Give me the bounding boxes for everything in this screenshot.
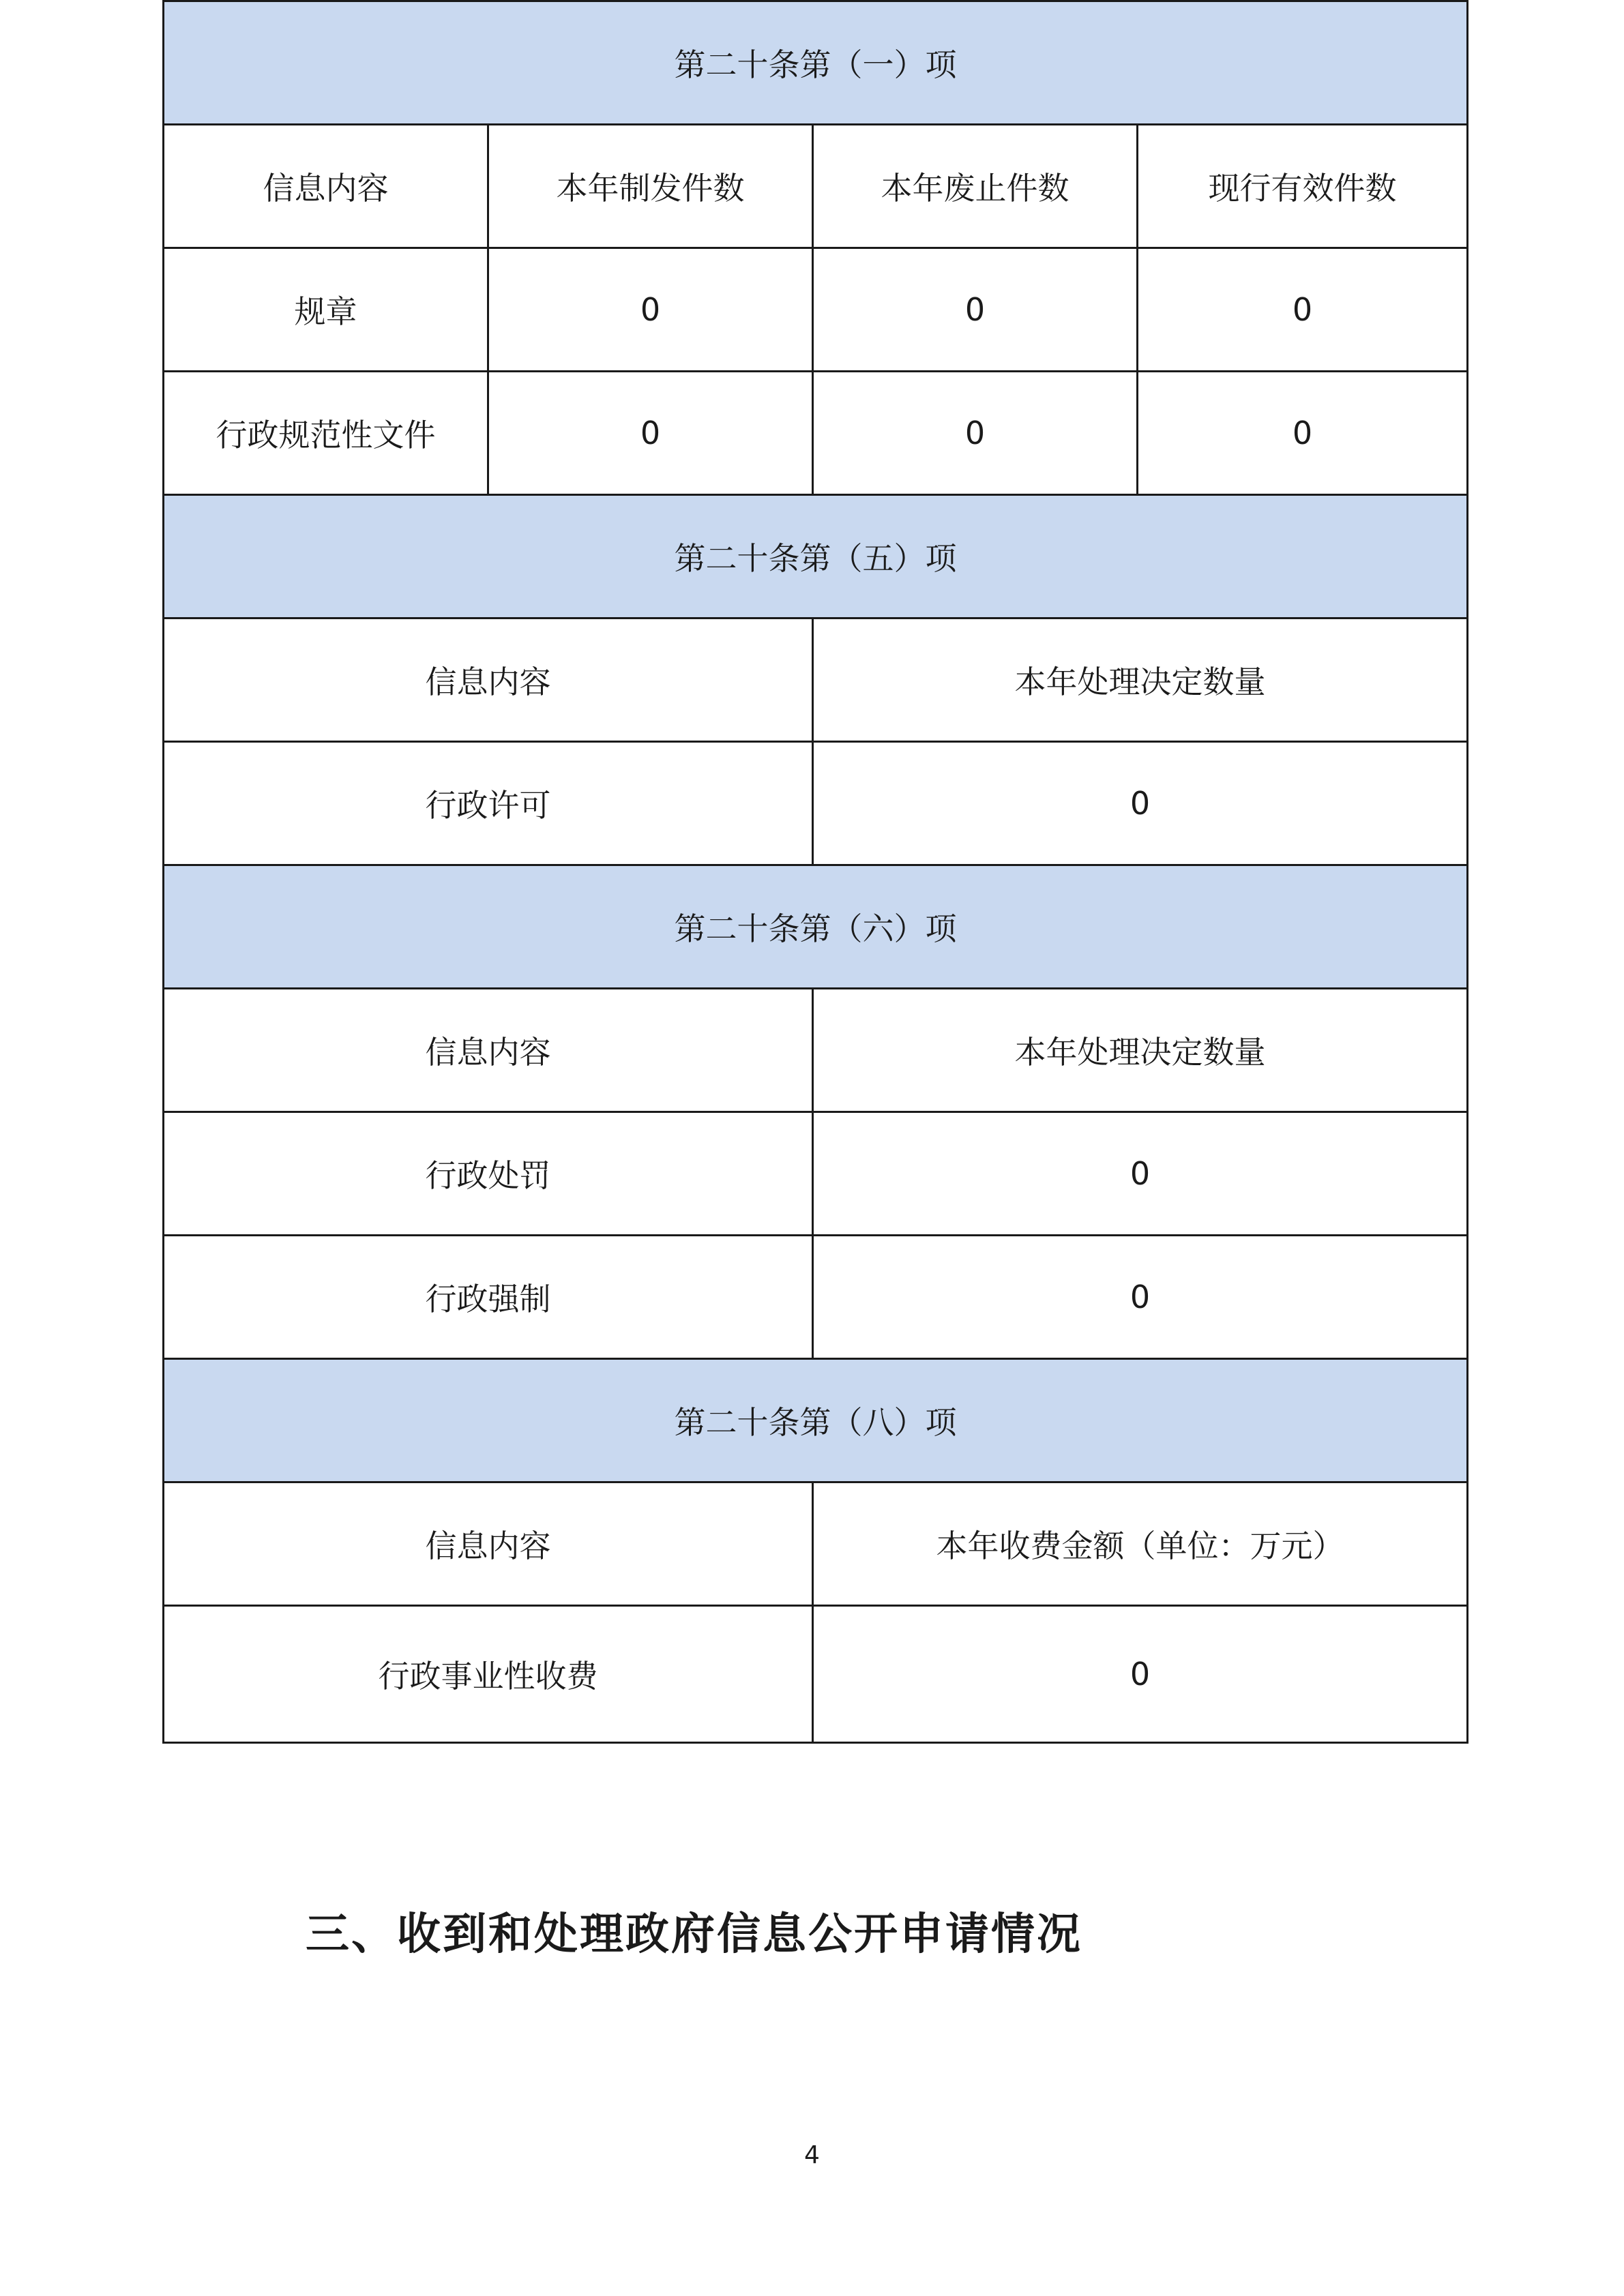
- table-row: [164, 1112, 1468, 1236]
- cell-abolished: 0: [813, 372, 1138, 495]
- disclosure-table: [162, 0, 1468, 1744]
- section-5-title: 第二十条第（五）项: [164, 495, 1468, 618]
- section-1-title: 第二十条第（一）项: [164, 1, 1468, 125]
- cell-fee-amount: 0: [813, 1606, 1468, 1743]
- col-header-info-content: 信息内容: [164, 1482, 813, 1606]
- section-heading: 三、收到和处理政府信息公开申请情况: [306, 1909, 1082, 1960]
- row-label-regulations: 规章: [164, 248, 488, 372]
- cell-issued: 0: [488, 372, 813, 495]
- col-header-info-content: 信息内容: [164, 125, 488, 248]
- row-label-admin-enforcement: 行政强制: [164, 1236, 813, 1359]
- row-label-admin-license: 行政许可: [164, 742, 813, 865]
- col-header-decision-count: 本年处理决定数量: [813, 989, 1468, 1112]
- cell-decision-count: 0: [813, 1236, 1468, 1359]
- table-row: [164, 248, 1468, 372]
- row-label-admin-fees: 行政事业性收费: [164, 1606, 813, 1743]
- col-header-fee-amount: 本年收费金额（单位：万元）: [813, 1482, 1468, 1606]
- page-number: 4: [804, 2141, 820, 2169]
- col-header-info-content: 信息内容: [164, 989, 813, 1112]
- col-header-valid: 现行有效件数: [1138, 125, 1468, 248]
- table-row: [164, 1236, 1468, 1359]
- section-8-title: 第二十条第（八）项: [164, 1359, 1468, 1482]
- cell-valid: 0: [1138, 248, 1468, 372]
- table-row: [164, 1606, 1468, 1743]
- col-header-decision-count: 本年处理决定数量: [813, 618, 1468, 742]
- cell-decision-count: 0: [813, 742, 1468, 865]
- col-header-issued: 本年制发件数: [488, 125, 813, 248]
- cell-decision-count: 0: [813, 1112, 1468, 1236]
- row-label-admin-penalty: 行政处罚: [164, 1112, 813, 1236]
- col-header-abolished: 本年废止件数: [813, 125, 1138, 248]
- section-6-title: 第二十条第（六）项: [164, 865, 1468, 989]
- cell-issued: 0: [488, 248, 813, 372]
- col-header-info-content: 信息内容: [164, 618, 813, 742]
- cell-abolished: 0: [813, 248, 1138, 372]
- table-row: [164, 372, 1468, 495]
- cell-valid: 0: [1138, 372, 1468, 495]
- row-label-normative-docs: 行政规范性文件: [164, 372, 488, 495]
- table-row: [164, 742, 1468, 865]
